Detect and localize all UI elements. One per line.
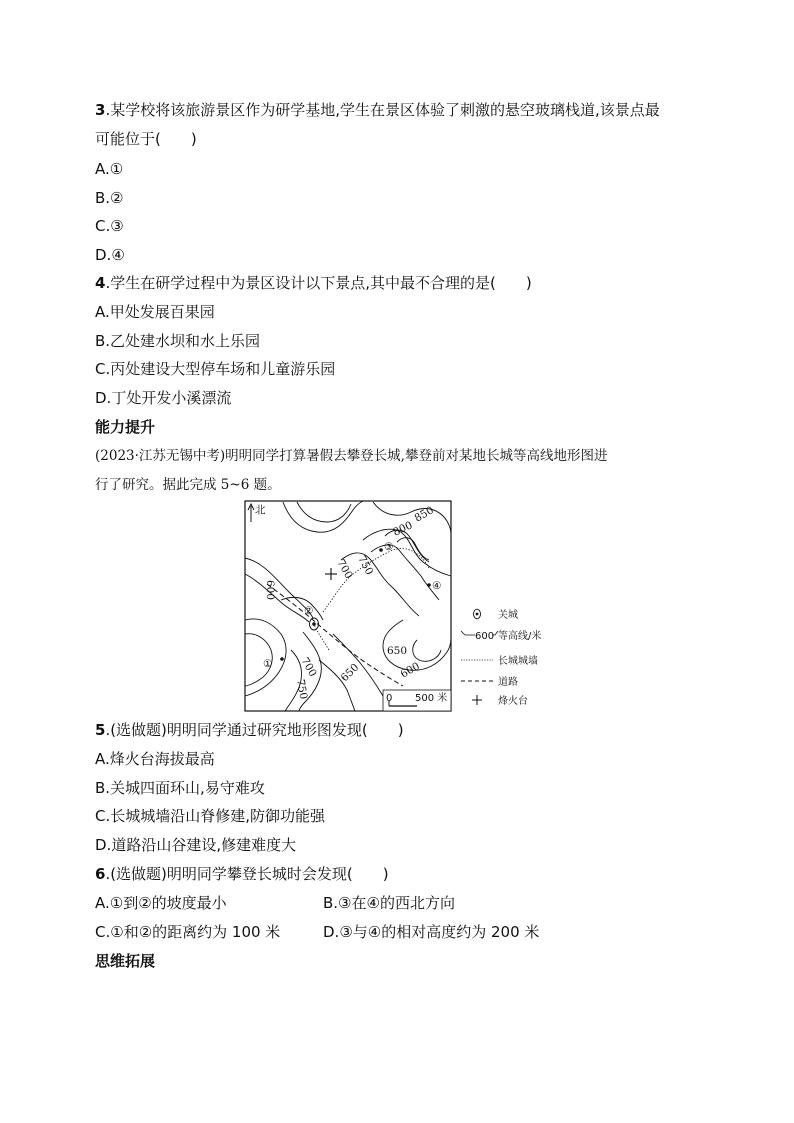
map-legend <box>461 608 541 707</box>
contour-label-750-north: 750 <box>355 553 376 578</box>
q5-option-d: D.道路沿山谷建设,修建难度大 <box>95 836 297 854</box>
q3-stem-line2: 可能位于( ) <box>95 130 197 148</box>
q3-option-d: D.④ <box>95 246 125 264</box>
great-wall-contour-map <box>243 500 553 714</box>
point-4-dot <box>427 583 431 587</box>
intro-line2: 行了研究。据此完成 5~6 题。 <box>95 477 281 493</box>
legend-pass-city-label: 关城 <box>498 610 518 621</box>
q5-option-b: B.关城四面环山,易守难攻 <box>95 779 265 797</box>
svg-text:600: 600 <box>475 631 495 642</box>
q4-stem <box>95 272 532 294</box>
q5-number: 5 <box>95 721 106 739</box>
scale-zero: 0 <box>386 693 393 704</box>
great-wall-line <box>323 549 429 612</box>
q6-option-a: A.①到②的坡度最小 <box>95 894 227 912</box>
point-1-label: ① <box>263 658 273 670</box>
legend-beacon-icon <box>472 695 482 705</box>
q6-option-d: D.③与④的相对高度约为 200 米 <box>323 923 540 941</box>
section-heading-ability: 能力提升 <box>95 418 156 436</box>
contour-label-800: 800 <box>391 519 415 539</box>
q6-number: 6 <box>95 865 106 883</box>
contour-label-750-south: 750 <box>294 678 310 701</box>
q5-option-c: C.长城城墙沿山脊修建,防御功能强 <box>95 807 326 825</box>
q3-option-a: A.① <box>95 160 124 178</box>
point-4-label: ④ <box>432 580 442 592</box>
q6-stem-text: .(选做题)明明同学攀登长城时会发现( ) <box>105 865 389 883</box>
q6-option-b: B.③在④的西北方向 <box>323 894 455 912</box>
q5-stem-text: .(选做题)明明同学通过研究地形图发现( ) <box>105 721 404 739</box>
contour-label-650-east: 650 <box>387 645 408 657</box>
q3-option-c: C.③ <box>95 217 124 235</box>
legend-beacon-label: 烽火台 <box>498 696 528 707</box>
legend-contour-symbol <box>461 631 498 642</box>
section-heading-thinking: 思维拓展 <box>95 952 156 970</box>
point-3-label: ③ <box>384 541 394 553</box>
q3-stem-line1 <box>95 99 660 121</box>
q4-stem-text: .学生在研学过程中为景区设计以下景点,其中最不合理的是( ) <box>105 274 532 292</box>
point-2-label: ② <box>304 605 314 617</box>
point-1-dot <box>280 657 284 661</box>
north-arrow <box>248 504 266 522</box>
legend-pass-city-icon <box>474 609 481 619</box>
great-wall-line-south <box>313 622 329 650</box>
north-label: 北 <box>255 504 266 516</box>
contour-label-700-north: 700 <box>334 557 355 581</box>
q5-option-a: A.烽火台海拔最高 <box>95 750 215 768</box>
q3-option-b: B.② <box>95 189 124 207</box>
legend-contour-label: 等高线/米 <box>498 631 542 642</box>
q6-option-c: C.①和②的距离约为 100 米 <box>95 923 281 941</box>
scale-bar <box>383 690 451 711</box>
q3-number: 3 <box>95 101 106 119</box>
contour-label-650-south: 650 <box>338 661 362 685</box>
intro-line1: (2023·江苏无锡中考)明明同学打算暑假去攀登长城,攀登前对某地长城等高线地形图进 <box>95 448 608 464</box>
q3-stem-text: .某学校将该旅游景区作为研学基地,学生在景区体验了刺激的悬空玻璃栈道,该景点最 <box>105 101 660 119</box>
q4-option-a: A.甲处发展百果园 <box>95 303 215 321</box>
contour-label-600-west: 600 <box>264 580 276 601</box>
q4-option-b: B.乙处建水坝和水上乐园 <box>95 332 261 350</box>
point-3-dot <box>379 548 383 552</box>
scale-distance: 500 米 <box>415 693 448 704</box>
contour-label-700-south: 700 <box>298 655 319 679</box>
contour-label-850: 850 <box>412 504 436 525</box>
legend-road-label: 道路 <box>498 677 518 688</box>
q5-stem <box>95 719 404 741</box>
contour-label-600-east: 600 <box>398 660 422 681</box>
q4-option-c: C.丙处建设大型停车场和儿童游乐园 <box>95 360 336 378</box>
legend-wall-label: 长城城墙 <box>498 656 538 667</box>
q4-number: 4 <box>95 274 106 292</box>
beacon-tower-icon <box>325 568 337 580</box>
road-line <box>267 584 403 686</box>
q4-option-d: D.丁处开发小溪漂流 <box>95 389 232 407</box>
q6-stem <box>95 863 389 885</box>
